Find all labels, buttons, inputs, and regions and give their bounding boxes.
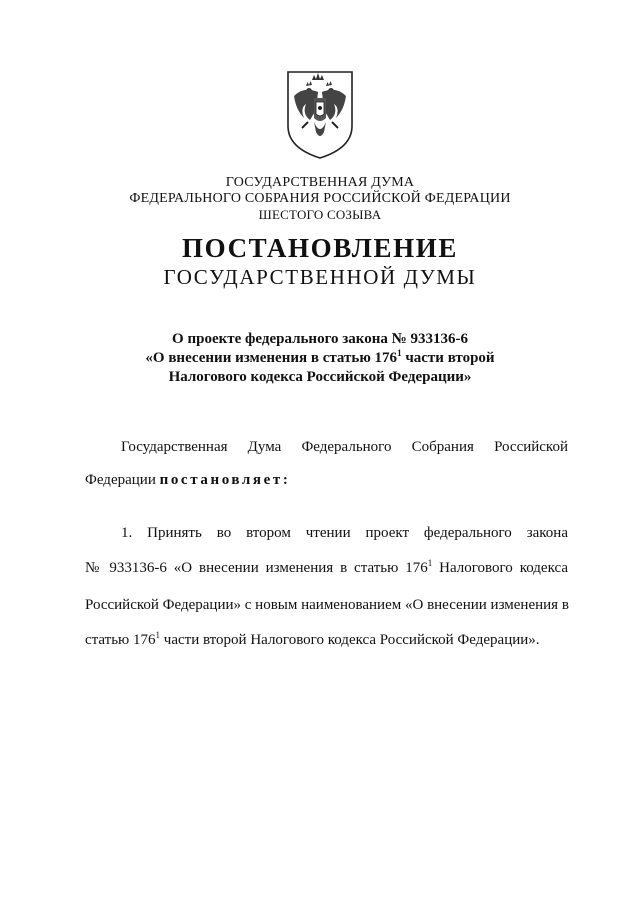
subject-line-3: Налогового кодекса Российской Федерации» bbox=[168, 369, 472, 385]
subject-line-1: О проекте федерального закона № 933136-6 bbox=[172, 331, 468, 347]
document-subtitle: ГОСУДАРСТВЕННОЙ ДУМЫ bbox=[163, 265, 477, 289]
header-line-3: ШЕСТОГО СОЗЫВА bbox=[258, 207, 382, 222]
header-line-2: ФЕДЕРАЛЬНОГО СОБРАНИЯ РОССИЙСКОЙ ФЕДЕРАЦИИ bbox=[129, 191, 511, 206]
header-line-1: ГОСУДАРСТВЕННАЯ ДУМА bbox=[225, 175, 415, 190]
coat-of-arms-emblem bbox=[284, 70, 356, 160]
subject-line-2: «О внесении изменения в статью $176^1$ части второй bbox=[145, 348, 495, 366]
resolves-word: постановляет: bbox=[159, 472, 291, 488]
item-1-line-3: Российской Федерации» с новым наименованием «О внесении изменения в bbox=[85, 597, 569, 613]
body-paragraph-2: Федерации постановляет: bbox=[85, 472, 291, 488]
body-paragraph-1: Государственная Дума Федерального Собрания Российской bbox=[121, 439, 568, 455]
superscript: 1 bbox=[155, 630, 161, 640]
superscript: 1 bbox=[397, 348, 402, 358]
document-title: ПОСТАНОВЛЕНИЕ bbox=[182, 233, 458, 263]
superscript: 1 bbox=[427, 558, 433, 568]
item-1-line-1: 1. Принять во втором чтении проект федерального закона bbox=[121, 525, 568, 541]
item-1-line-4: статью $176^1$ части второй Налогового кодекса Российской Федерации». bbox=[85, 630, 540, 648]
item-1-line-2: № 933136-6 «О внесении изменения в статью $176^1$ Налогового кодекса bbox=[85, 558, 568, 576]
